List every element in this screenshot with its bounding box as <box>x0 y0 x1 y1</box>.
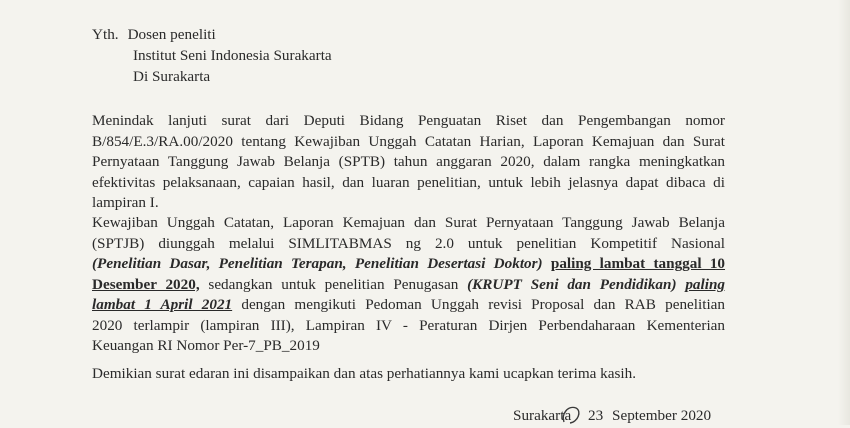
closing-sentence: Demikian surat edaran ini disampaikan dan atas perhatiannya kami ucapkan terima kasih. <box>92 365 637 382</box>
paragraph-line: (SPTJB) diunggah melalui SIMLITABMAS ng 2.0 untuk penelitian Kompetitif Nasional <box>92 234 725 252</box>
addressee-institution: Institut Seni Indonesia Surakarta <box>133 47 332 64</box>
addressee-city: Di Surakarta <box>133 68 211 85</box>
salutation-prefix: Yth. <box>92 26 119 43</box>
deadline-assignment-part2: lambat 1 April 2021 <box>92 296 233 313</box>
addressee-role: Dosen peneliti <box>127 26 216 43</box>
assignment-text: sedangkan untuk penelitian Penugasan <box>199 275 468 293</box>
paragraph-line <box>92 295 725 316</box>
paragraph-line: Kewajiban Unggah Catatan, Laporan Kemajuan dan Surat Pernyataan Tanggung Jawab Belanja <box>92 214 725 231</box>
paragraph-line: efektivitas pelaksanaan, capaian hasil, dan luaran penelitian, untuk lebih jelasnya dapat dibaca di <box>92 173 725 191</box>
scan-edge-shadow <box>838 0 850 425</box>
signature-city: Surakarta <box>513 407 572 424</box>
paragraph-line: B/854/E.3/RA.00/2020 tentang Kewajiban Unggah Catatan Harian, Laporan Kemajuan dan Surat <box>92 132 725 150</box>
krupt-emphasis: (KRUPT Seni dan Pendidikan) <box>467 275 677 293</box>
paragraph-line: Pernyataan Tanggung Jawab Belanja (SPTB) tahun anggaran 2020, dalam rangka meningkatkan <box>92 153 725 170</box>
signature-day: 23 <box>588 407 604 424</box>
paragraph-line: 2020 terlampir (lampiran III), Lampiran IV - Peraturan Dirjen Perbendaharaan Kementerian <box>92 316 725 334</box>
research-types-emphasis: (Penelitian Dasar, Penelitian Terapan, Penelitian Desertasi Doktor) <box>92 255 543 272</box>
signature-date: September 2020 <box>612 407 712 424</box>
deadline-assignment-part1: paling <box>685 275 725 293</box>
paragraph-reference <box>92 111 725 214</box>
paragraph-obligation <box>92 213 725 357</box>
paragraph-line: Keuangan RI Nomor Per-7_PB_2019 <box>92 337 320 354</box>
paragraph-line: lampiran I. <box>92 194 159 211</box>
deadline-national-part1: paling lambat tanggal 10 <box>550 255 726 272</box>
guideline-text: dengan mengikuti Pedoman Unggah revisi Proposal dan RAB penelitian <box>232 296 725 313</box>
addressee-line-1 <box>92 24 216 45</box>
paragraph-line <box>92 275 725 296</box>
paragraph-line: Menindak lanjuti surat dari Deputi Bidang Penguatan Riset dan Pengembangan nomor <box>92 112 725 129</box>
initial-stamp-mark <box>558 402 584 428</box>
paragraph-line <box>92 254 725 275</box>
deadline-national-part2: Desember 2020, <box>92 275 200 293</box>
